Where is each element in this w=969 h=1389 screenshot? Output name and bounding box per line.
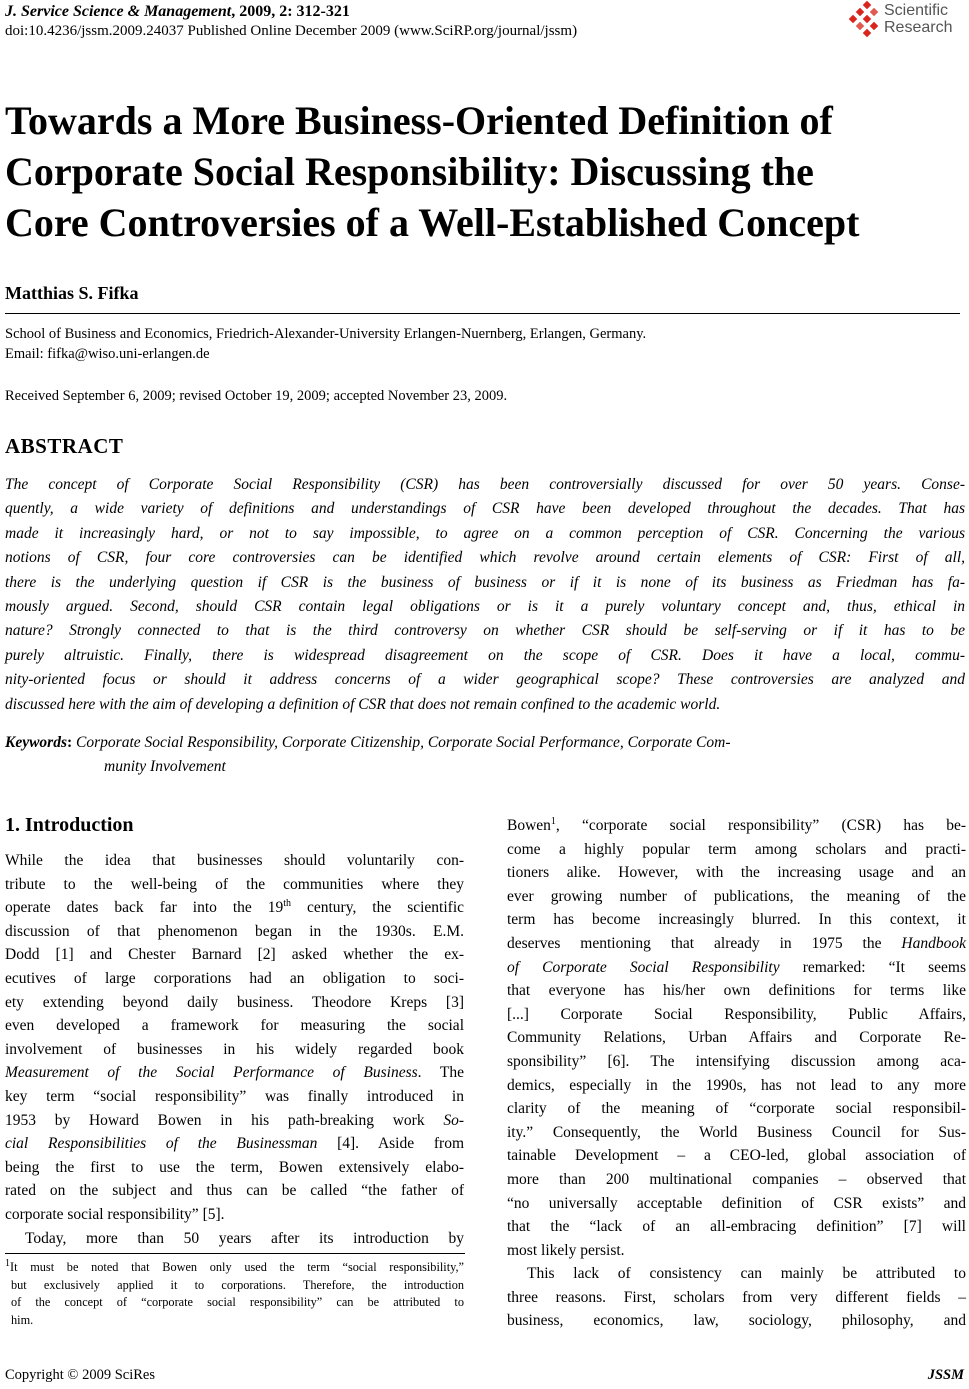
- body-line: even developed a framework for measuring the social: [5, 1017, 464, 1035]
- body-text: century, the scientific: [291, 899, 465, 917]
- body-line: most likely persist.: [507, 1241, 625, 1259]
- body-line: corporate social responsibility” [5].: [5, 1205, 225, 1223]
- abstract-line: there is the underlying question if CSR is the business of business or if it is none of its business as Friedman has fa-: [5, 573, 965, 591]
- body-line: Community Relations, Urban Affairs and Corporate Re-: [507, 1029, 966, 1047]
- keywords-colon: :: [67, 734, 73, 751]
- body-line: [...] Corporate Social Responsibility, Public Affairs,: [507, 1005, 966, 1023]
- body-text: 1953 by Howard Bowen in his path-breaking work: [5, 1111, 444, 1129]
- body-line: tribute to the well-being of the communities where they: [5, 875, 464, 893]
- keywords: [5, 731, 965, 778]
- paper-title-line: Towards a More Business-Oriented Definition of: [5, 98, 833, 143]
- body-line: [5, 1132, 464, 1156]
- abstract-heading: ABSTRACT: [5, 434, 124, 458]
- keywords-text-continued: munity Involvement: [104, 757, 226, 775]
- body-line: three reasons. First, scholars from very different fields –: [507, 1288, 966, 1306]
- body-line: ity.” Consequently, the World Business Council for Sus-: [507, 1123, 966, 1141]
- abstract-line: made it increasingly hard, or not to say impossible, to agree on a common perception of CSR. Concerning the various: [5, 524, 965, 542]
- body-line: [5, 1109, 464, 1133]
- body-line: ever growing number of publications, the meaning of the: [507, 887, 966, 905]
- book-title: Measurement of the Social Performance of Business: [5, 1064, 418, 1082]
- section-heading: 1. Introduction: [5, 814, 134, 836]
- body-line: While the idea that businesses should voluntarily con-: [5, 852, 464, 869]
- body-line: [507, 932, 966, 956]
- book-title: Handbook: [901, 934, 966, 952]
- abstract-line: mously argued. Second, should CSR contain legal obligations or is it a purely voluntary concept and, thus, ethical in: [5, 598, 965, 616]
- superscript: th: [283, 898, 292, 910]
- body-line: that the “lack of an all-embracing definition” [7] will: [507, 1218, 966, 1236]
- book-title: cial Responsibilities of the Businessman: [5, 1135, 318, 1153]
- footnote-marker: 1: [5, 1257, 10, 1269]
- footnote-line: of the concept of “corporate social responsibility” can be attributed to: [11, 1295, 464, 1309]
- body-line: [507, 956, 966, 980]
- abstract-line: notions of CSR, four core controversies can be identified which revolve around certain elements of CSR: First of all,: [5, 549, 965, 567]
- publisher-logo-line1: Scientific: [884, 2, 949, 19]
- footnote-line: but exclusively applied it to corporations. Therefore, the introduction: [11, 1277, 464, 1292]
- body-line: Dodd [1] and Chester Barnard [2] asked whether the ex-: [5, 946, 464, 964]
- publisher-logo-icon: [848, 0, 884, 40]
- body-text: remarked: “It seems: [779, 958, 966, 976]
- body-text: Bowen: [507, 817, 551, 834]
- footer-journal-abbrev: JSSM: [927, 1367, 964, 1383]
- footnote-text: It must be noted that Bowen only used the term “social responsibility,”: [10, 1260, 464, 1274]
- body-line: Today, more than 50 years after its introduction by: [25, 1229, 464, 1247]
- body-line: [5, 896, 464, 920]
- paper-title-line: Core Controversies of a Well-Established Concept: [5, 200, 860, 245]
- body-line: key term “social responsibility” was finally introduced in: [5, 1087, 464, 1105]
- abstract-line: purely altruistic. Finally, there is widespread disagreement on the scope of CSR. Does it have a local, commu-: [5, 646, 965, 664]
- keywords-label: Keywords: [5, 734, 67, 751]
- abstract-line: quently, a wide variety of definitions and understandings of CSR have been developed throughout the decades. That has: [5, 500, 965, 518]
- body-line: business, economics, law, sociology, philosophy, and: [507, 1312, 966, 1330]
- received-dates: Received September 6, 2009; revised October 19, 2009; accepted November 23, 2009.: [5, 388, 508, 404]
- author-name: Matthias S. Fifka: [5, 283, 139, 303]
- body-text: deserves mentioning that already in 1975 the: [507, 934, 902, 952]
- keywords-text: Corporate Social Responsibility, Corporate Citizenship, Corporate Social Performance, Corporate Com-: [76, 734, 731, 751]
- publisher-logo: [848, 0, 969, 44]
- publisher-logo-line2: Research: [884, 19, 953, 36]
- body-column-left: [5, 849, 464, 1250]
- body-text: , “corporate social responsibility” (CSR) has be-: [555, 817, 966, 834]
- paper-title: [5, 95, 965, 248]
- footnote-line: [5, 1259, 464, 1277]
- author-email: Email: fifka@wiso.uni-erlangen.de: [5, 346, 210, 362]
- abstract-line: The concept of Corporate Social Responsibility (CSR) has been controversially discussed for over 50 years. Conse-: [5, 476, 965, 493]
- footnote-divider: [5, 1253, 465, 1254]
- body-line: that everyone has his/her own definitions for terms like: [507, 982, 966, 1000]
- abstract-body: [5, 473, 965, 717]
- body-line: clarity of the meaning of “corporate social responsibil-: [507, 1100, 966, 1118]
- footnote-reference: 1: [550, 815, 556, 827]
- body-line: tioners alike. However, with the increasing usage and an: [507, 864, 966, 882]
- body-line: sponsibility” [6]. The intensifying discussion among aca-: [507, 1052, 966, 1070]
- body-text: [4]. Aside from: [317, 1135, 465, 1153]
- footnote: [5, 1259, 464, 1329]
- body-line: ety extending beyond daily business. Theodore Kreps [3]: [5, 993, 464, 1011]
- abstract-line: nature? Strongly connected to that is the third controversy on whether CSR should be self-serving or if it has to be: [5, 622, 965, 640]
- body-column-right: [507, 814, 966, 1333]
- journal-citation: [5, 3, 350, 21]
- body-text: . The: [417, 1064, 464, 1082]
- paper-title-line: Corporate Social Responsibility: Discussing the: [5, 149, 814, 194]
- body-line: tainable Development – a CEO-led, global association of: [507, 1147, 966, 1165]
- body-line: ecutives of large corporations had an obligation to soci-: [5, 969, 464, 987]
- body-line: involvement of businesses in his widely regarded book: [5, 1040, 464, 1058]
- body-line: more than 200 multinational companies – observed that: [507, 1170, 966, 1188]
- body-line: rated on the subject and thus can be called “the father of: [5, 1182, 464, 1200]
- footnote-line: him.: [11, 1312, 34, 1327]
- author-affiliation: School of Business and Economics, Friedrich-Alexander-University Erlangen-Nuernberg, Erlangen, Germany.: [5, 326, 647, 342]
- journal-volume: , 2009, 2: 312-321: [231, 3, 350, 20]
- body-line: “no universally acceptable definition of CSR exists” and: [507, 1194, 966, 1212]
- body-line: come a highly popular term among scholars and practi-: [507, 840, 966, 858]
- abstract-line: nity-oriented focus or should it address concerns of a wider geographical scope? These controversies are analyzed and: [5, 671, 965, 689]
- journal-name: J. Service Science & Management: [5, 3, 232, 20]
- body-line: term has become increasingly blurred. In this context, it: [507, 911, 966, 929]
- body-text: operate dates back far into the 19: [5, 899, 284, 917]
- book-title: of Corporate Social Responsibility: [507, 958, 780, 976]
- abstract-line: discussed here with the aim of developing a definition of CSR that does not remain confined to the academic world.: [5, 695, 721, 713]
- doi-line: doi:10.4236/jssm.2009.24037 Published Online December 2009 (www.SciRP.org/journal/jssm): [5, 23, 578, 39]
- book-title: So-: [443, 1111, 464, 1129]
- body-line: This lack of consistency can mainly be attributed to: [527, 1265, 966, 1283]
- body-line: [5, 1061, 464, 1085]
- body-line: [507, 814, 966, 838]
- body-line: being the first to use the term, Bowen extensively elabo-: [5, 1158, 464, 1176]
- header-divider: [5, 313, 960, 314]
- copyright-notice: Copyright © 2009 SciRes: [5, 1367, 155, 1383]
- body-line: demics, especially in the 1990s, has not lead to any more: [507, 1076, 966, 1094]
- body-line: discussion of that phenomenon began in the 1930s. E.M.: [5, 922, 464, 940]
